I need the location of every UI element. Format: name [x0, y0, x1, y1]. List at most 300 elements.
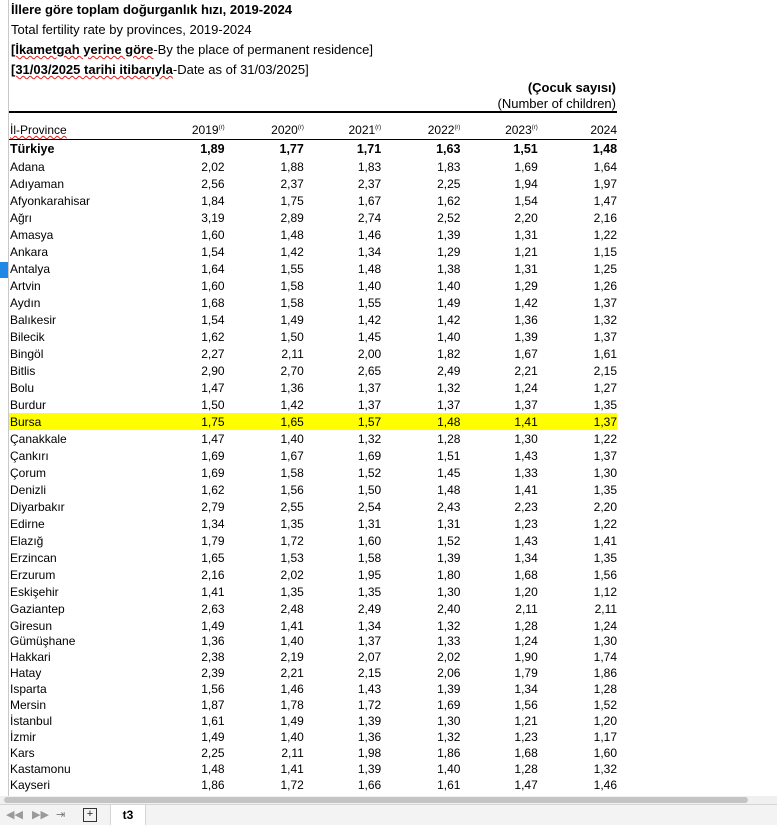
table-row[interactable]	[9, 345, 617, 362]
value-cell: 1,20	[593, 714, 618, 728]
value-cell: 1,58	[280, 295, 304, 310]
value-cell: 1,56	[514, 698, 538, 712]
value-cell: 1,58	[280, 465, 304, 480]
value-cell: 1,48	[357, 261, 382, 276]
value-cell: 2,02	[280, 567, 304, 582]
value-cell: 2,27	[201, 346, 225, 361]
value-cell: 1,37	[593, 448, 618, 463]
province-name: Bursa	[10, 414, 42, 429]
value-cell: 1,72	[280, 778, 304, 792]
value-cell: 1,17	[593, 730, 618, 744]
value-cell: 1,34	[201, 516, 225, 531]
table-row[interactable]	[9, 158, 617, 175]
value-cell: 1,46	[280, 682, 304, 696]
value-cell: 1,41	[593, 533, 618, 548]
table-row[interactable]	[9, 665, 617, 681]
table-row[interactable]	[9, 430, 617, 447]
value-cell: 2,15	[593, 363, 618, 378]
value-cell: 1,22	[593, 431, 618, 446]
table-row[interactable]	[9, 761, 617, 777]
year-header: 2019$^{(r)}$	[191, 123, 225, 137]
value-cell: 1,37	[437, 397, 461, 412]
table-row[interactable]	[9, 617, 617, 634]
value-cell: 1,66	[357, 778, 382, 792]
value-cell: 1,40	[437, 762, 461, 776]
table-row[interactable]	[9, 649, 617, 665]
table-row[interactable]	[9, 396, 617, 413]
value-cell: 2,89	[280, 210, 304, 225]
province-name: Çorum	[10, 465, 47, 480]
value-cell: 2,90	[201, 363, 225, 378]
table-row[interactable]	[9, 481, 617, 498]
table-row[interactable]	[9, 713, 617, 729]
value-cell: 1,56	[280, 482, 304, 497]
value-cell: 2,20	[514, 210, 538, 225]
value-cell: 1,39	[437, 682, 461, 696]
value-cell: 1,63	[436, 141, 461, 156]
value-cell: 1,54	[201, 244, 225, 259]
value-cell: 1,58	[280, 278, 304, 293]
value-cell: 1,24	[514, 634, 538, 648]
table-row[interactable]	[9, 777, 617, 793]
value-cell: 1,41	[280, 762, 304, 776]
value-cell: 1,46	[357, 227, 382, 242]
value-cell: 1,86	[593, 666, 618, 680]
value-cell: 1,31	[437, 516, 461, 531]
table-row[interactable]	[9, 362, 617, 379]
value-cell: 1,31	[514, 261, 538, 276]
value-cell: 2,70	[280, 363, 304, 378]
province-name: Aydın	[10, 295, 41, 310]
year-header: 2022$^{(r)}$	[427, 123, 461, 137]
value-cell: 1,61	[437, 778, 461, 792]
value-cell: 2,07	[357, 650, 382, 664]
value-cell: 1,36	[201, 634, 225, 648]
value-cell: 1,48	[592, 141, 618, 156]
value-cell: 1,79	[201, 533, 225, 548]
value-cell: 1,41	[201, 584, 225, 599]
first-sheet-icon[interactable]: ◀◀	[6, 809, 23, 821]
value-cell: 1,60	[201, 227, 225, 242]
value-cell: 1,90	[514, 650, 538, 664]
table-row[interactable]	[9, 379, 617, 396]
value-cell: 1,24	[514, 380, 538, 395]
table-row[interactable]	[9, 175, 617, 192]
value-cell: 1,71	[356, 141, 382, 156]
province-name: Giresun	[10, 618, 53, 633]
table-row[interactable]	[9, 260, 617, 277]
value-cell: 1,37	[514, 397, 538, 412]
value-cell: 1,53	[280, 550, 304, 565]
table-row[interactable]	[9, 328, 617, 345]
value-cell: 1,25	[593, 261, 618, 276]
value-cell: 1,89	[200, 141, 225, 156]
province-name: Ankara	[10, 244, 49, 259]
value-cell: 2,55	[280, 499, 304, 514]
value-cell: 1,42	[280, 397, 304, 412]
value-cell: 2,21	[280, 666, 304, 680]
value-cell: 1,64	[593, 159, 618, 174]
value-cell: 1,40	[280, 431, 304, 446]
value-cell: 2,65	[357, 363, 382, 378]
value-cell: 1,27	[593, 380, 618, 395]
value-cell: 1,40	[357, 278, 382, 293]
value-cell: 1,55	[280, 261, 304, 276]
province-name: Burdur	[10, 397, 47, 412]
value-cell: 1,49	[280, 312, 304, 327]
value-cell: 1,40	[437, 278, 461, 293]
province-name: Gümüşhane	[10, 634, 76, 648]
province-name: Eskişehir	[10, 584, 59, 599]
value-cell: 1,37	[357, 397, 382, 412]
value-cell: 1,47	[201, 380, 225, 395]
value-cell: 1,36	[280, 380, 304, 395]
value-cell: 1,48	[201, 762, 225, 776]
value-cell: 3,19	[201, 210, 225, 225]
title-english: Total fertility rate by provinces, 2019-2024	[11, 22, 252, 37]
value-cell: 1,32	[357, 431, 382, 446]
table-row[interactable]	[9, 192, 617, 209]
value-cell: 1,49	[437, 295, 461, 310]
value-cell: 1,30	[514, 431, 538, 446]
value-cell: 1,48	[437, 414, 461, 429]
province-name: Bitlis	[10, 363, 36, 378]
table-row[interactable]	[9, 729, 617, 745]
value-cell: 1,42	[437, 312, 461, 327]
value-cell: 1,83	[357, 159, 382, 174]
unit-label-english: (Number of children)	[497, 96, 616, 111]
table-row[interactable]	[9, 532, 617, 549]
value-cell: 1,39	[437, 550, 461, 565]
province-name: Çanakkale	[10, 431, 67, 446]
province-name: Artvin	[10, 278, 41, 293]
value-cell: 1,51	[513, 141, 538, 156]
table-row[interactable]	[9, 277, 617, 294]
value-cell: 1,42	[357, 312, 382, 327]
table-row[interactable]	[9, 745, 617, 761]
value-cell: 1,15	[593, 244, 618, 259]
province-name: Erzincan	[10, 550, 57, 565]
value-cell: 2,40	[437, 601, 461, 616]
value-cell: 1,78	[280, 698, 304, 712]
value-cell: 1,72	[357, 698, 382, 712]
province-name: Türkiye	[10, 141, 55, 156]
value-cell: 1,41	[514, 482, 538, 497]
value-cell: 2,43	[437, 499, 461, 514]
province-name: Bingöl	[10, 346, 44, 361]
value-cell: 1,39	[514, 329, 538, 344]
value-cell: 1,54	[514, 193, 538, 208]
value-cell: 1,37	[593, 414, 618, 429]
value-cell: 1,22	[593, 227, 618, 242]
value-cell: 2,48	[280, 601, 304, 616]
province-name: Denizli	[10, 482, 47, 497]
value-cell: 1,35	[593, 482, 618, 497]
value-cell: 1,60	[201, 278, 225, 293]
value-cell: 1,41	[514, 414, 538, 429]
table-row[interactable]	[9, 413, 617, 430]
value-cell: 1,83	[437, 159, 461, 174]
value-cell: 1,69	[357, 448, 382, 463]
value-cell: 1,32	[437, 380, 461, 395]
value-cell: 2,25	[437, 176, 461, 191]
province-name: İstanbul	[10, 714, 53, 728]
value-cell: 2,49	[357, 601, 382, 616]
value-cell: 2,63	[201, 601, 225, 616]
value-cell: 1,38	[437, 261, 461, 276]
value-cell: 1,28	[514, 618, 538, 633]
value-cell: 1,31	[357, 516, 382, 531]
value-cell: 1,45	[437, 465, 461, 480]
value-cell: 1,67	[357, 193, 382, 208]
province-name: Kayseri	[10, 778, 51, 792]
province-name: Hatay	[10, 666, 42, 680]
value-cell: 1,72	[280, 533, 304, 548]
value-cell: 1,12	[593, 584, 618, 599]
value-cell: 1,56	[593, 567, 618, 582]
value-cell: 2,37	[357, 176, 382, 191]
province-name: Hakkari	[10, 650, 51, 664]
year-header: 2020$^{(r)}$	[271, 123, 304, 137]
scroll-to-end-icon[interactable]: ⇥	[56, 809, 66, 821]
value-cell: 2,49	[437, 363, 461, 378]
province-name: Erzurum	[10, 567, 56, 582]
value-cell: 2,16	[593, 210, 618, 225]
value-cell: 1,37	[593, 329, 618, 344]
value-cell: 1,39	[357, 714, 382, 728]
table-row[interactable]	[9, 464, 617, 481]
value-cell: 1,80	[437, 567, 461, 582]
province-column-header: İl-Province	[10, 123, 67, 137]
table-row[interactable]	[9, 226, 617, 243]
value-cell: 1,32	[593, 312, 618, 327]
value-cell: 1,88	[280, 159, 304, 174]
value-cell: 1,32	[437, 618, 461, 633]
value-cell: 1,69	[201, 465, 225, 480]
value-cell: 1,69	[437, 698, 461, 712]
value-cell: 1,52	[437, 533, 461, 548]
province-name: Diyarbakır	[10, 499, 65, 514]
value-cell: 1,34	[357, 618, 382, 633]
value-cell: 2,02	[201, 159, 225, 174]
province-name: Adana	[10, 159, 45, 174]
table-row[interactable]	[9, 549, 617, 566]
value-cell: 1,33	[514, 465, 538, 480]
province-name: Ağrı	[10, 210, 33, 225]
total-row[interactable]	[9, 140, 617, 157]
province-name: Amasya	[10, 227, 54, 242]
table-row[interactable]	[9, 209, 617, 226]
value-cell: 2,00	[357, 346, 382, 361]
value-cell: 1,35	[280, 584, 304, 599]
add-sheet-icon[interactable]: +	[83, 808, 97, 822]
value-cell: 2,15	[357, 666, 382, 680]
value-cell: 1,55	[357, 295, 382, 310]
value-cell: 1,23	[514, 516, 538, 531]
value-cell: 2,23	[514, 499, 538, 514]
table-row[interactable]	[9, 498, 617, 515]
province-name: Adıyaman	[10, 176, 65, 191]
value-cell: 1,31	[514, 227, 538, 242]
table-row[interactable]	[9, 311, 617, 328]
value-cell: 2,52	[437, 210, 461, 225]
value-cell: 1,46	[593, 778, 618, 792]
value-cell: 1,40	[280, 634, 304, 648]
value-cell: 2,38	[201, 650, 225, 664]
sheet-tab-bar	[0, 804, 777, 825]
value-cell: 1,40	[437, 329, 461, 344]
value-cell: 1,28	[437, 431, 461, 446]
table-row[interactable]	[9, 243, 617, 260]
value-cell: 1,29	[437, 244, 461, 259]
value-cell: 1,34	[514, 682, 538, 696]
value-cell: 1,62	[201, 482, 225, 497]
value-cell: 1,39	[357, 762, 382, 776]
value-cell: 2,37	[280, 176, 304, 191]
value-cell: 1,43	[357, 682, 382, 696]
value-cell: 1,98	[357, 746, 382, 760]
province-name: Bilecik	[10, 329, 45, 344]
scrollbar-thumb[interactable]	[4, 797, 748, 803]
year-header: 2024	[590, 123, 618, 137]
last-sheet-icon[interactable]: ▶▶	[32, 809, 49, 821]
value-cell: 2,56	[201, 176, 225, 191]
value-cell: 2,79	[201, 499, 225, 514]
value-cell: 1,43	[514, 533, 538, 548]
table-row[interactable]	[9, 633, 617, 649]
value-cell: 1,28	[593, 682, 618, 696]
unit-label-turkish: (Çocuk sayısı)	[527, 80, 616, 95]
tab-t3[interactable]: t3	[110, 805, 146, 825]
value-cell: 1,50	[201, 397, 225, 412]
value-cell: 1,37	[593, 295, 618, 310]
value-cell: 2,16	[201, 567, 225, 582]
value-cell: 1,77	[279, 141, 304, 156]
table-row[interactable]	[9, 600, 617, 617]
value-cell: 1,61	[201, 714, 225, 728]
horizontal-scrollbar[interactable]	[0, 796, 777, 804]
value-cell: 1,37	[357, 634, 382, 648]
value-cell: 1,74	[593, 650, 618, 664]
value-cell: 1,23	[514, 730, 538, 744]
value-cell: 1,43	[514, 448, 538, 463]
value-cell: 1,50	[280, 329, 304, 344]
value-cell: 1,86	[437, 746, 461, 760]
value-cell: 1,75	[201, 414, 225, 429]
table-row[interactable]	[9, 447, 617, 464]
value-cell: 1,42	[514, 295, 538, 310]
value-cell: 1,64	[201, 261, 225, 276]
title-turkish: İllere göre toplam doğurganlık hızı, 2019-2024	[11, 2, 293, 17]
row-header-strip[interactable]	[0, 0, 9, 796]
value-cell: 1,41	[280, 618, 304, 633]
value-cell: 2,11	[281, 346, 304, 361]
value-cell: 1,62	[437, 193, 461, 208]
value-cell: 1,49	[280, 714, 304, 728]
table-row[interactable]	[9, 566, 617, 583]
table-row[interactable]	[9, 697, 617, 713]
value-cell: 1,28	[514, 762, 538, 776]
value-cell: 1,69	[514, 159, 538, 174]
value-cell: 1,47	[514, 778, 538, 792]
value-cell: 1,36	[357, 730, 382, 744]
value-cell: 1,51	[437, 448, 461, 463]
value-cell: 1,47	[201, 431, 225, 446]
value-cell: 1,45	[357, 329, 382, 344]
value-cell: 1,50	[357, 482, 382, 497]
table-row[interactable]	[9, 515, 617, 532]
value-cell: 1,35	[593, 397, 618, 412]
value-cell: 1,94	[514, 176, 538, 191]
value-cell: 1,30	[437, 714, 461, 728]
province-name: Kastamonu	[10, 762, 71, 776]
value-cell: 2,25	[201, 746, 225, 760]
value-cell: 1,95	[357, 567, 382, 582]
value-cell: 1,21	[514, 244, 538, 259]
value-cell: 1,37	[357, 380, 382, 395]
year-header: 2021$^{(r)}$	[348, 123, 382, 137]
value-cell: 1,30	[593, 634, 618, 648]
value-cell: 2,74	[357, 210, 382, 225]
value-cell: 1,40	[280, 730, 304, 744]
value-cell: 1,79	[514, 666, 538, 680]
value-cell: 1,35	[593, 550, 618, 565]
value-cell: 1,20	[514, 584, 538, 599]
value-cell: 1,68	[514, 567, 538, 582]
value-cell: 2,19	[280, 650, 304, 664]
value-cell: 1,32	[593, 762, 618, 776]
province-name: Kars	[10, 746, 35, 760]
table-row[interactable]	[9, 681, 617, 697]
province-name: Balıkesir	[10, 312, 57, 327]
value-cell: 2,02	[437, 650, 461, 664]
value-cell: 1,97	[593, 176, 618, 191]
value-cell: 2,11	[281, 746, 304, 760]
value-cell: 1,65	[201, 550, 225, 565]
value-cell: 1,35	[280, 516, 304, 531]
value-cell: 2,54	[357, 499, 382, 514]
value-cell: 1,22	[593, 516, 618, 531]
value-cell: 1,86	[201, 778, 225, 792]
value-cell: 2,11	[594, 601, 618, 616]
value-cell: 1,61	[593, 346, 618, 361]
table-row[interactable]	[9, 583, 617, 600]
value-cell: 1,62	[201, 329, 225, 344]
province-name: Bolu	[10, 380, 35, 395]
selected-row-indicator	[0, 262, 8, 278]
value-cell: 2,20	[593, 499, 618, 514]
value-cell: 1,39	[437, 227, 461, 242]
value-cell: 1,57	[357, 414, 382, 429]
table-row[interactable]	[9, 294, 617, 311]
value-cell: 1,82	[437, 346, 461, 361]
value-cell: 1,49	[201, 730, 225, 744]
value-cell: 1,26	[593, 278, 618, 293]
value-cell: 2,11	[515, 601, 538, 616]
value-cell: 1,30	[593, 465, 618, 480]
value-cell: 1,75	[280, 193, 304, 208]
value-cell: 1,35	[357, 584, 382, 599]
value-cell: 1,54	[201, 312, 225, 327]
value-cell: 2,39	[201, 666, 225, 680]
value-cell: 1,36	[514, 312, 538, 327]
value-cell: 1,87	[201, 698, 225, 712]
value-cell: 2,06	[437, 666, 461, 680]
value-cell: 1,58	[357, 550, 382, 565]
value-cell: 1,30	[437, 584, 461, 599]
value-cell: 1,60	[357, 533, 382, 548]
date-note: [31/03/2025 tarihi itibarıyla-Date as of 31/03/2025]	[11, 62, 309, 77]
